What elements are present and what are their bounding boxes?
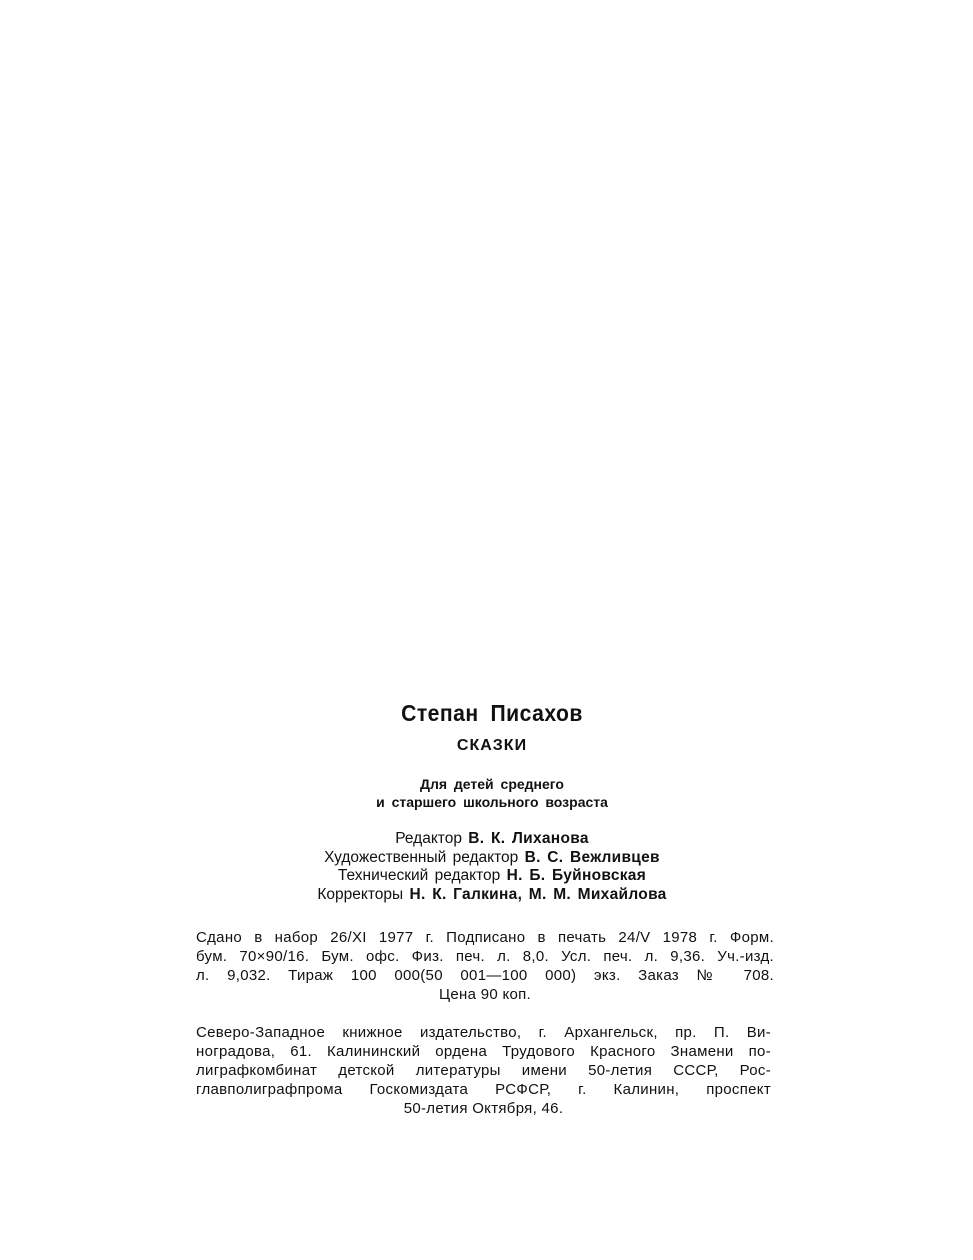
credit-row-art-editor [0, 849, 973, 868]
imprint-line: л. 9,032. Тираж 100 000(50 001—100 000) экз. Заказ № 708. [196, 967, 774, 984]
credit-row-proofreaders [0, 886, 973, 905]
author-name: Степан Писахов [401, 700, 583, 726]
publisher-line: Северо-Западное книжное издательство, г. Архангельск, пр. П. Ви- [196, 1024, 771, 1041]
credit-name: Н. К. Галкина, М. М. Михайлова [409, 885, 667, 903]
print-imprint [196, 928, 774, 1004]
price: Цена 90 коп. [438, 986, 532, 1003]
credit-role: Художественный редактор [324, 848, 519, 866]
audience-line: Для детей среднего [419, 776, 564, 792]
imprint-line: бум. 70×90/16. Бум. офс. Физ. печ. л. 8,0. Усл. печ. л. 9,36. Уч.-изд. [196, 948, 774, 965]
credit-role: Корректоры [317, 885, 404, 903]
credit-name: В. С. Вежливцев [524, 848, 660, 866]
publisher-line: главполиграфпрома Госкомиздата РСФСР, г. Калинин, проспект [196, 1081, 771, 1098]
publisher-line: лиграфкомбинат детской литературы имени 50-летия СССР, Рос- [196, 1062, 771, 1079]
credits-block [0, 830, 973, 904]
audience-line: и старшего школьного возраста [376, 794, 608, 810]
credit-role: Технический редактор [337, 867, 501, 884]
credit-name: В. К. Лиханова [468, 830, 589, 847]
publisher-line: ноградова, 61. Калининский ордена Трудового Красного Знамени по- [196, 1043, 771, 1060]
credit-role: Редактор [395, 830, 462, 847]
book-title: СКАЗКИ [456, 737, 528, 754]
audience-note [0, 775, 973, 811]
imprint-line: Сдано в набор 26/XI 1977 г. Подписано в печать 24/V 1978 г. Форм. [196, 929, 774, 946]
credit-name: Н. Б. Буйновская [506, 867, 647, 884]
credit-row-tech-editor [0, 867, 973, 886]
credit-row-editor [0, 830, 973, 849]
publisher-info [196, 1023, 771, 1118]
publisher-line: 50-летия Октября, 46. [403, 1100, 564, 1117]
